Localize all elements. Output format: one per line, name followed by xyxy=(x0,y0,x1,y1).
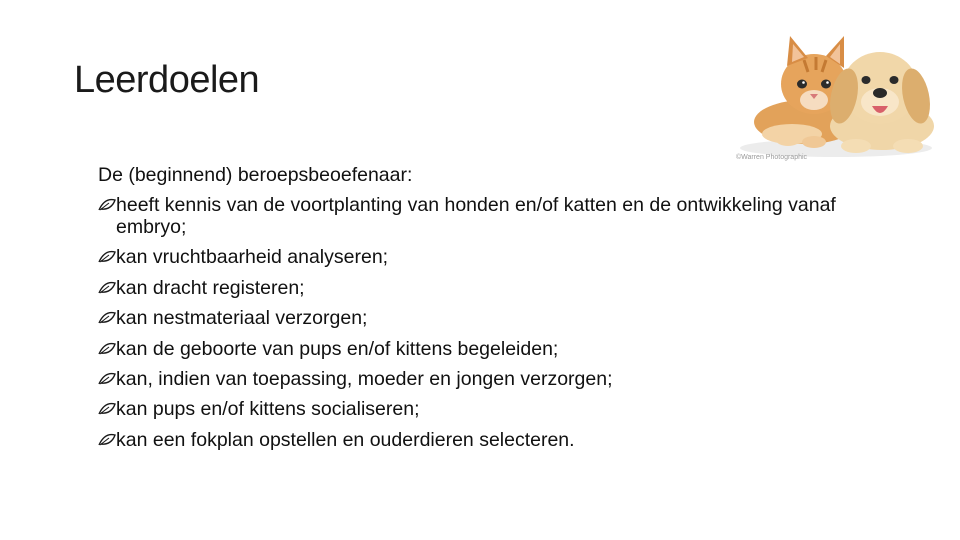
bullet-text: heeft kennis van de voortplanting van honden en/of katten en de ontwikkeling vanaf embryo; xyxy=(116,194,836,239)
slide-content xyxy=(98,160,838,455)
list-item xyxy=(98,242,838,272)
slide-title: Leerdoelen xyxy=(74,59,260,101)
list-item xyxy=(98,394,838,424)
list-item xyxy=(98,364,838,394)
list-item xyxy=(98,273,838,303)
learning-objectives-list xyxy=(98,190,838,455)
photo-credit: ©Warren Photographic xyxy=(736,154,808,161)
list-item xyxy=(98,190,838,242)
leaf-bullet-icon xyxy=(98,364,116,394)
bullet-text: kan pups en/of kittens socialiseren; xyxy=(116,398,420,421)
bullet-text: kan, indien van toepassing, moeder en jongen verzorgen; xyxy=(116,368,613,391)
list-item xyxy=(98,334,838,364)
leaf-bullet-icon xyxy=(98,273,116,303)
bullet-text: kan een fokplan opstellen en ouderdieren selecteren. xyxy=(116,428,575,451)
bullet-text: kan nestmateriaal verzorgen; xyxy=(116,307,368,330)
bullet-text: kan vruchtbaarheid analyseren; xyxy=(116,246,389,269)
leaf-bullet-icon xyxy=(98,303,116,333)
leaf-bullet-icon xyxy=(98,242,116,272)
list-item xyxy=(98,303,838,333)
leaf-bullet-icon xyxy=(98,194,116,216)
leaf-bullet-icon xyxy=(98,334,116,364)
kitten-puppy-photo xyxy=(732,22,936,166)
leaf-bullet-icon xyxy=(98,394,116,424)
bullet-text: kan dracht registeren; xyxy=(116,276,305,299)
bullet-text: kan de geboorte van pups en/of kittens begeleiden; xyxy=(116,337,559,360)
list-item xyxy=(98,425,838,455)
leaf-bullet-icon xyxy=(98,425,116,455)
intro-text: De (beginnend) beroepsbeoefenaar: xyxy=(98,164,413,186)
